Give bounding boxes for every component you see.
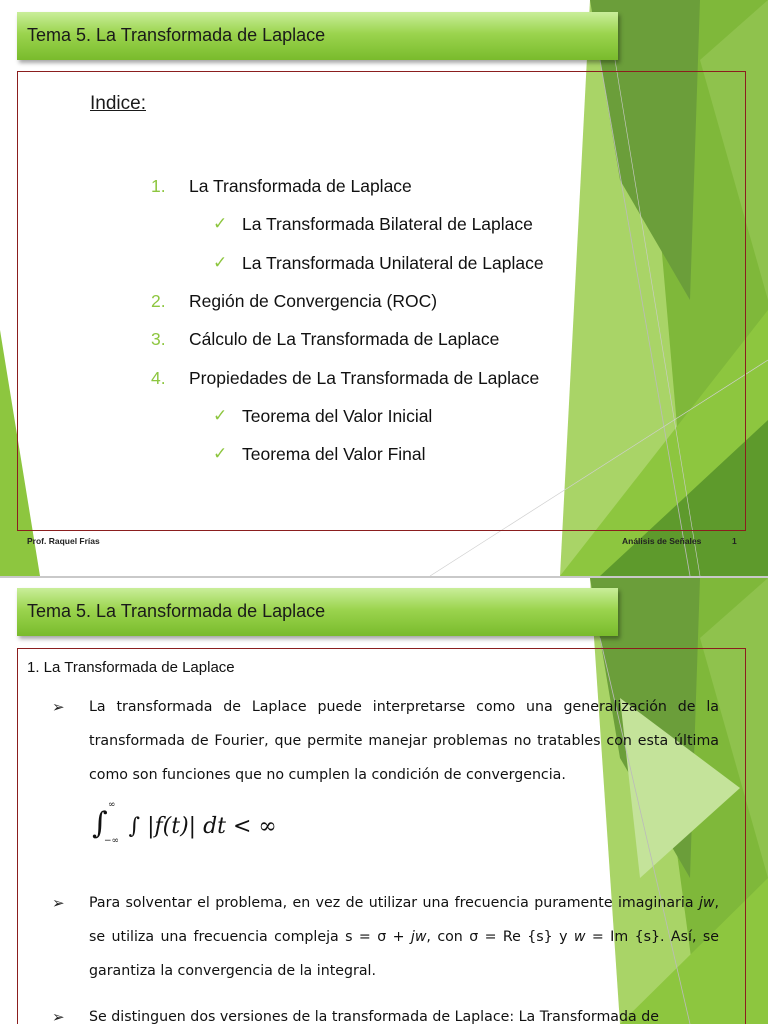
slide-2-title-bar (17, 588, 618, 636)
toc-subitem: Teorema del Valor Final (242, 444, 426, 464)
toc-subitem: La Transformada Bilateral de Laplace (242, 214, 533, 234)
toc-item: Propiedades de La Transformada de Laplace (189, 368, 540, 388)
paragraph-2 (89, 886, 719, 988)
paragraph-2-jw: jw (698, 895, 715, 911)
footer-course: Análisis de Señales (622, 536, 702, 546)
arrow-bullet-icon: ➢ (52, 894, 65, 912)
toc-item: Región de Convergencia (ROC) (189, 291, 438, 311)
paragraph-2-text: , con σ = Re {s} y (426, 929, 574, 945)
formula-expression: ∫ |f(t)| dt < ∞ (128, 814, 277, 839)
integral-icon: ∫ (92, 806, 108, 841)
integral-lower-limit: −∞ (104, 836, 120, 846)
footer-author: Prof. Raquel Frías (27, 536, 100, 546)
paragraph-2-jw: jw (410, 929, 427, 945)
paragraph-2-text: = Im {s}. Así, se garantiza la convergencia de la integral. (89, 929, 719, 979)
slide-1-title: Tema 5. La Transformada de Laplace (27, 25, 326, 45)
toc-subitem: Teorema del Valor Inicial (242, 406, 433, 426)
slide-2 (0, 578, 768, 1024)
slide-1-title-bar (17, 12, 618, 60)
integral-upper-limit: ∞ (108, 800, 116, 810)
slide-2-title: Tema 5. La Transformada de Laplace (27, 601, 326, 621)
section-heading: 1. La Transformada de Laplace (27, 659, 235, 676)
paragraph-2-w: w (573, 929, 586, 945)
convergence-formula (92, 800, 277, 846)
check-icon: ✓ (213, 444, 228, 464)
paragraph-3: Se distinguen dos versiones de la transformada de Laplace: La Transformada de (89, 1009, 659, 1024)
page-number: 1 (732, 536, 737, 546)
toc-item: Cálculo de La Transformada de Laplace (189, 329, 500, 349)
check-icon: ✓ (213, 406, 228, 426)
paragraph-1: La transformada de Laplace puede interpretarse como una generalización de la transformada de Fourier, que permite manejar problemas no tratables con esta última como son funciones que no cumplen la condición de convergencia. (89, 699, 719, 783)
check-icon: ✓ (213, 253, 228, 273)
paragraph-2-text: , se utiliza una frecuencia compleja s = σ + (89, 895, 719, 945)
toc-number: 1. (151, 176, 166, 196)
index-heading: Indice: (90, 93, 146, 114)
arrow-bullet-icon: ➢ (52, 698, 65, 716)
check-icon: ✓ (213, 214, 228, 234)
toc-item: La Transformada de Laplace (189, 176, 412, 196)
toc-number: 2. (151, 291, 166, 311)
arrow-bullet-icon: ➢ (52, 1008, 65, 1024)
toc-subitem: La Transformada Unilateral de Laplace (242, 253, 544, 273)
toc-number: 3. (151, 329, 166, 349)
paragraph-2-text: Para solventar el problema, en vez de utilizar una frecuencia puramente imaginaria (89, 895, 699, 911)
toc-number: 4. (151, 368, 166, 388)
